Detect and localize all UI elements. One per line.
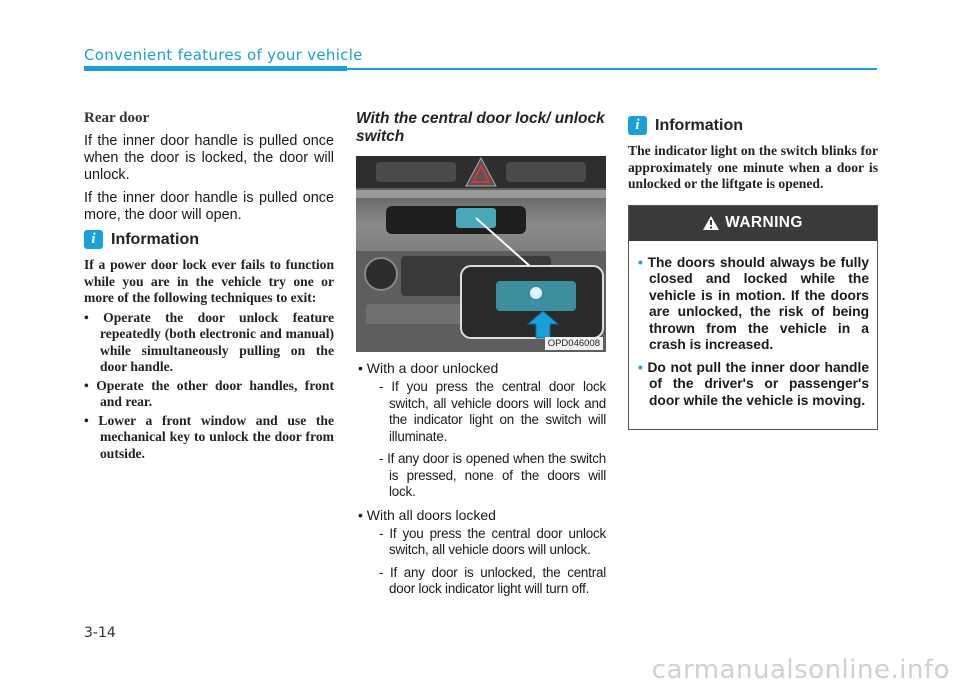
bullet-doors-locked: • With all doors locked — [358, 506, 496, 523]
sub-list-item: - If you press the central door unlock switch, all vehicle doors will unlock. — [379, 525, 606, 557]
information-title: Information — [111, 230, 199, 248]
column-middle — [356, 110, 606, 604]
warning-title: WARNING — [725, 214, 803, 231]
warning-list — [637, 255, 869, 410]
list-item — [356, 360, 606, 501]
list-item: • Operate the door unlock feature repeatedly (both electronic and manual) while simultaneously pulling on the door handle. — [84, 309, 334, 374]
information-text: The indicator light on the switch blinks for approximately one minute when a door is unlocked or the liftgate is opened. — [628, 143, 878, 191]
rear-door-paragraph-2: If the inner door handle is pulled once more, the door will open. — [84, 190, 334, 223]
bullet-door-unlocked: • With a door unlocked — [358, 360, 499, 376]
image-code: OPD046008 — [545, 337, 603, 350]
watermark: carmanualsonline.info — [651, 655, 950, 685]
dashboard-illustration — [356, 156, 606, 352]
warning-header — [629, 206, 877, 241]
central-lock-heading: With the central door lock/ unlock switch — [356, 110, 605, 145]
info-icon: i — [84, 230, 103, 249]
rear-door-heading: Rear door — [84, 110, 150, 126]
list-item — [637, 255, 869, 354]
central-lock-bullet-list — [356, 360, 606, 598]
page-number: 3-14 — [84, 625, 116, 641]
sub-list-item: - If you press the central door lock switch, all vehicle doors will lock and the indicator light on the switch will illuminate. — [379, 379, 606, 444]
warning-box — [628, 205, 878, 431]
bullet-dot-icon: • — [638, 254, 643, 270]
header-rule — [347, 68, 877, 70]
warning-item-text: The doors should always be fully closed and locked while the vehicle is in motion. If the doors are unlocked, the risk of being thrown from the vehicle in a crash is increased. — [647, 254, 869, 352]
information-title: Information — [655, 116, 743, 134]
warning-body — [629, 241, 877, 430]
header-accent-bar — [84, 66, 347, 71]
list-item: • Operate the other door handles, front and rear. — [84, 377, 334, 409]
rear-door-paragraph-1: If the inner door handle is pulled once when the door is locked, the door will unlock. — [84, 133, 334, 183]
warning-triangle-icon — [703, 216, 719, 230]
information-bullet-list — [84, 310, 334, 463]
info-icon: i — [628, 116, 647, 135]
list-item — [637, 360, 869, 410]
sub-list — [368, 526, 606, 598]
list-item — [356, 507, 606, 598]
information-text: If a power door lock ever fails to function while you are in the vehicle try one or more of the following techniques to exit: — [84, 257, 334, 305]
sub-list-item: - If any door is opened when the switch is pressed, none of the doors will lock. — [379, 451, 606, 499]
section-title: Convenient features of your vehicle — [84, 46, 363, 64]
warning-item-text: Do not pull the inner door handle of the driver's or passenger's door while the vehicle is moving. — [647, 359, 869, 408]
list-item: • Lower a front window and use the mechanical key to unlock the door from outside. — [84, 412, 334, 461]
column-right — [628, 110, 878, 430]
central-lock-switch-photo — [356, 156, 606, 352]
information-header — [84, 230, 334, 249]
sub-list-item: - If any door is unlocked, the central door lock indicator light will turn off. — [379, 564, 606, 596]
column-left — [84, 110, 334, 464]
sub-list — [368, 379, 606, 501]
information-header — [628, 116, 878, 135]
bullet-dot-icon: • — [638, 359, 643, 375]
